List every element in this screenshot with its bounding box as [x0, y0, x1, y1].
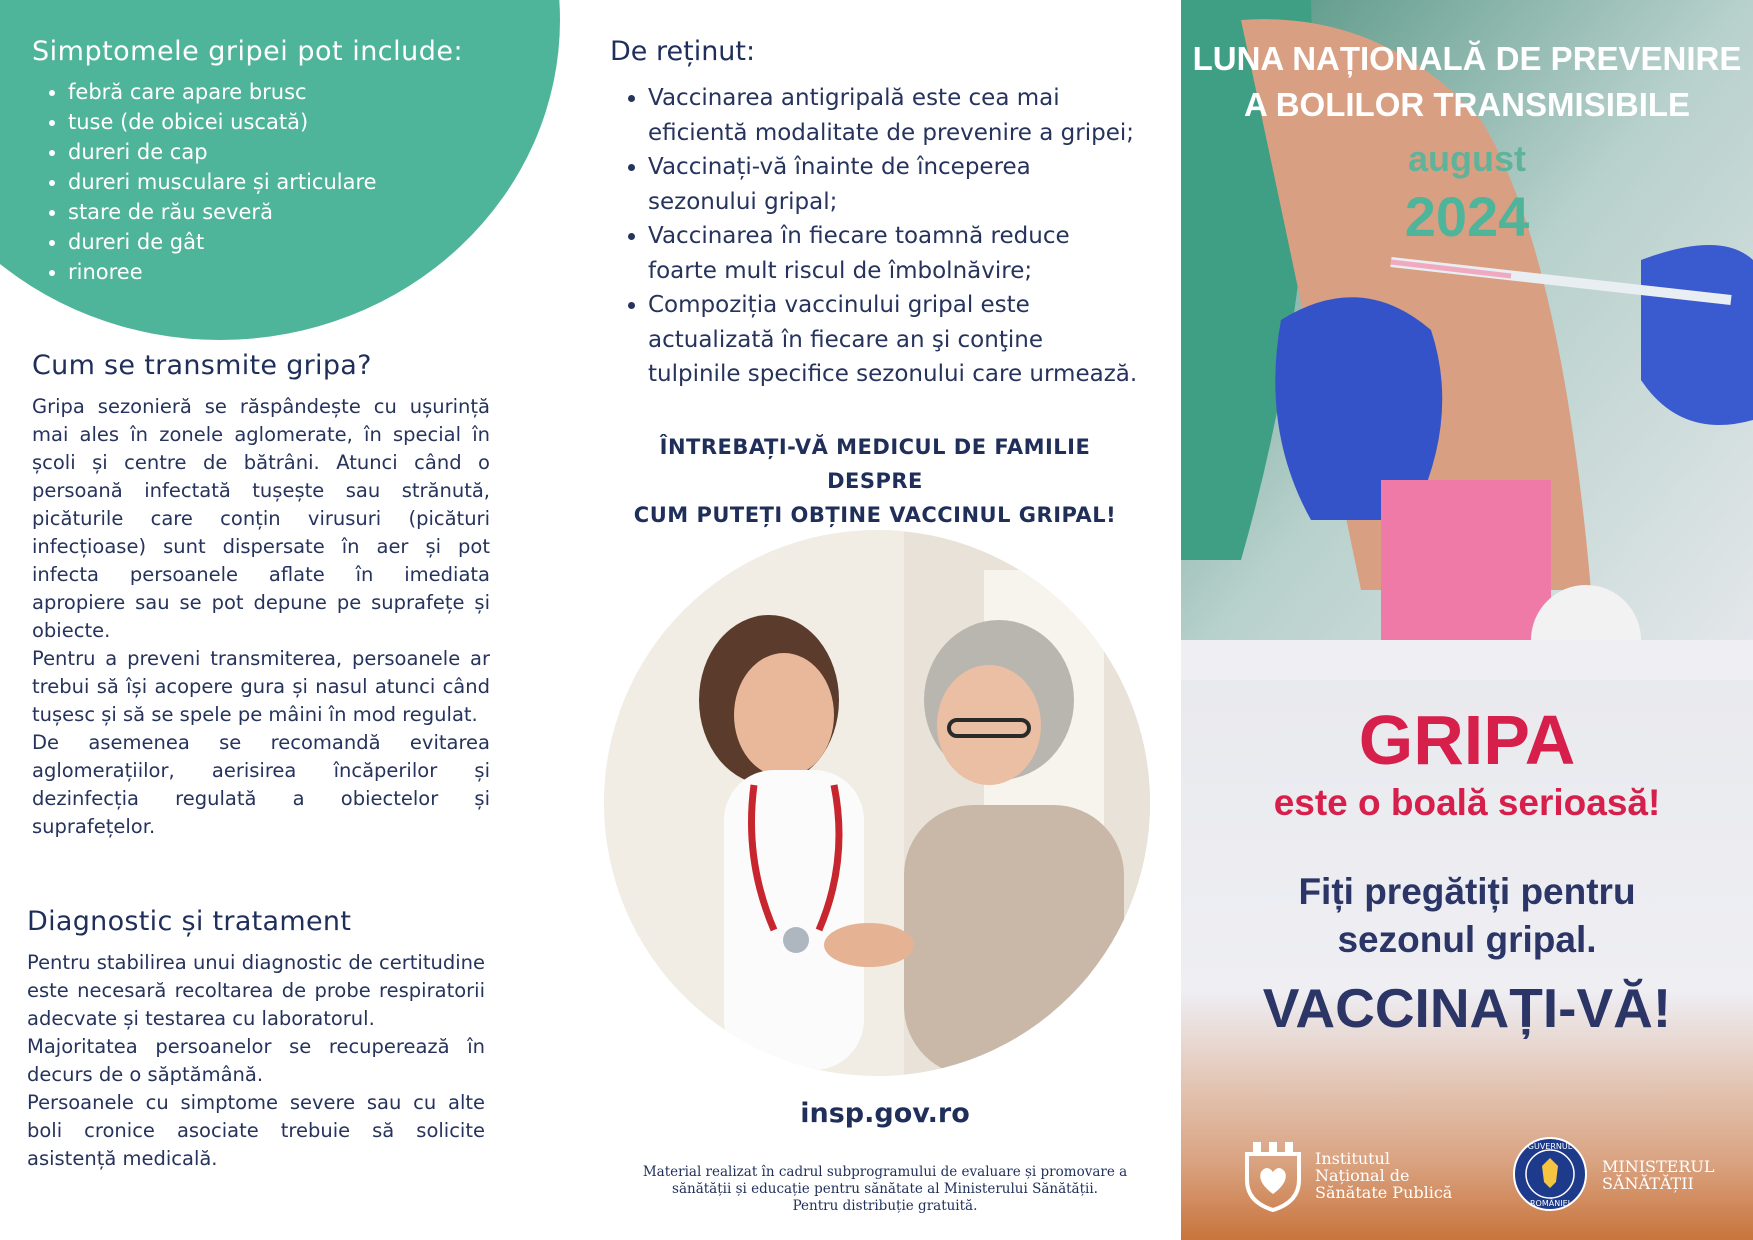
credit-note: [610, 1164, 1160, 1215]
paragraph: Pentru stabilirea unui diagnostic de certitudine este necesară recoltarea de probe respiratorii adecvate și testarea cu laboratorul.: [27, 951, 485, 1030]
diagnosis-section: [27, 906, 485, 1173]
headline-line: A BOLILOR TRANSMISIBILE: [1243, 86, 1691, 123]
diagnosis-title: Diagnostic și tratament: [27, 906, 352, 937]
gripa-title: GRIPA: [1358, 701, 1576, 779]
list-item: • Vaccinarea antigripală este cea mai eficientă modalitate de prevenire a gripei;: [648, 81, 1140, 150]
transmission-text: [32, 393, 490, 841]
list-item: • stare de rău severă: [68, 197, 463, 227]
middle-panel: [590, 0, 1180, 1240]
campaign-month: august: [1407, 138, 1526, 179]
paragraph: Pentru a preveni transmiterea, persoanele ar trebui să își acopere gura și nasul atunci când tușesc și să se spele pe mâini în mod regulat.: [32, 647, 490, 726]
government-seal-icon: [1512, 1136, 1588, 1212]
campaign-headline: [1181, 36, 1753, 128]
logo-text-line: Institutul: [1315, 1149, 1390, 1168]
headline-line: LUNA NAȚIONALĂ DE PREVENIRE: [1192, 40, 1742, 77]
campaign-year: 2024: [1404, 185, 1530, 248]
prepare-line: Fiți pregătiți pentru: [1298, 871, 1636, 912]
logo-text-line: SĂNĂTĂȚII: [1602, 1174, 1694, 1193]
remember-title: De reținut:: [610, 36, 756, 67]
website-link[interactable]: insp.gov.ro: [800, 1098, 970, 1129]
list-item: • dureri de gât: [68, 227, 463, 257]
seal-ring-bottom-text: ROMÂNIEI: [1530, 1199, 1570, 1208]
serious-disease-subtitle: este o boală serioasă!: [1273, 782, 1661, 823]
doctor-patient-photo: [604, 530, 1150, 1076]
prepare-message: [1181, 868, 1753, 964]
list-item: • febră care apare brusc: [68, 77, 463, 107]
symptoms-list: [32, 77, 463, 287]
ask-line-1: ÎNTREBAȚI-VĂ MEDICUL DE FAMILIE DESPRE: [659, 435, 1091, 493]
symptoms-section: [32, 36, 463, 287]
remember-section: [610, 36, 1140, 392]
list-item: • dureri musculare și articulare: [68, 167, 463, 197]
logo-text-line: Național de: [1315, 1166, 1410, 1185]
insp-shield-icon: [1243, 1140, 1303, 1212]
vaccinate-call-to-action: VACCINAȚI-VĂ!: [1262, 977, 1672, 1039]
paragraph: Majoritatea persoanelor se recuperează în decurs de o săptămână.: [27, 1035, 485, 1086]
diagnosis-text: [27, 949, 485, 1173]
remember-list: [610, 81, 1140, 392]
credit-line: sănătății și educație pentru sănătate al Ministerului Sănătății.: [672, 1181, 1098, 1197]
list-item: • rinoree: [68, 257, 463, 287]
paragraph: Persoanele cu simptome severe sau cu alte boli cronice asociate trebuie să solicite asistență medicală.: [27, 1091, 485, 1170]
list-item: • Vaccinarea în fiecare toamnă reduce foarte mult riscul de îmbolnăvire;: [648, 219, 1140, 288]
ask-line-2: CUM PUTEȚI OBȚINE VACCINUL GRIPAL!: [633, 503, 1117, 527]
symptoms-title: Simptomele gripei pot include:: [32, 36, 464, 67]
credit-line: Material realizat în cadrul subprogramului de evaluare și promovare a: [642, 1164, 1128, 1180]
paragraph: Gripa sezonieră se răspândește cu ușurință mai ales în zonele aglomerate, în special în școli și centre de bătrâni. Atunci când o persoană infectată tușește sau strănută, picăturile care conțin virusuri (picături infecțioase) sunt dispersate în aer și pot infecta persoanele aflate în imediata apropiere sau se pot depune pe suprafețe și obiecte.: [32, 395, 490, 642]
prepare-line: sezonul gripal.: [1337, 919, 1597, 960]
insp-logo: [1243, 1136, 1483, 1216]
seal-ring-top-text: GUVERNUL: [1527, 1142, 1573, 1151]
list-item: • dureri de cap: [68, 137, 463, 167]
paragraph: De asemenea se recomandă evitarea aglomerațiilor, aerisirea încăperilor și dezinfecția regulată a obiectelor și suprafețelor.: [32, 731, 490, 838]
transmission-title: Cum se transmite gripa?: [32, 350, 372, 381]
list-item: • Compoziția vaccinului gripal este actualizată în fiecare an şi conţine tulpinile specifice sezonului care urmează.: [648, 288, 1140, 392]
doctor-patient-illustration: [604, 530, 1150, 1076]
logo-text-line: MINISTERUL: [1602, 1157, 1715, 1176]
list-item: • Vaccinați-vă înainte de începerea sezonului gripal;: [648, 150, 1140, 219]
ask-doctor-callout: [610, 430, 1140, 532]
ministry-logo-text: [1602, 1158, 1715, 1192]
logo-text-line: Sănătate Publică: [1315, 1183, 1453, 1202]
insp-logo-text: [1315, 1150, 1452, 1201]
right-panel: [1181, 0, 1753, 1240]
ministry-logo: [1512, 1136, 1742, 1216]
credit-line: Pentru distribuție gratuită.: [792, 1198, 978, 1214]
list-item: • tuse (de obicei uscată): [68, 107, 463, 137]
left-panel: [0, 0, 590, 1240]
transmission-section: [32, 350, 490, 841]
